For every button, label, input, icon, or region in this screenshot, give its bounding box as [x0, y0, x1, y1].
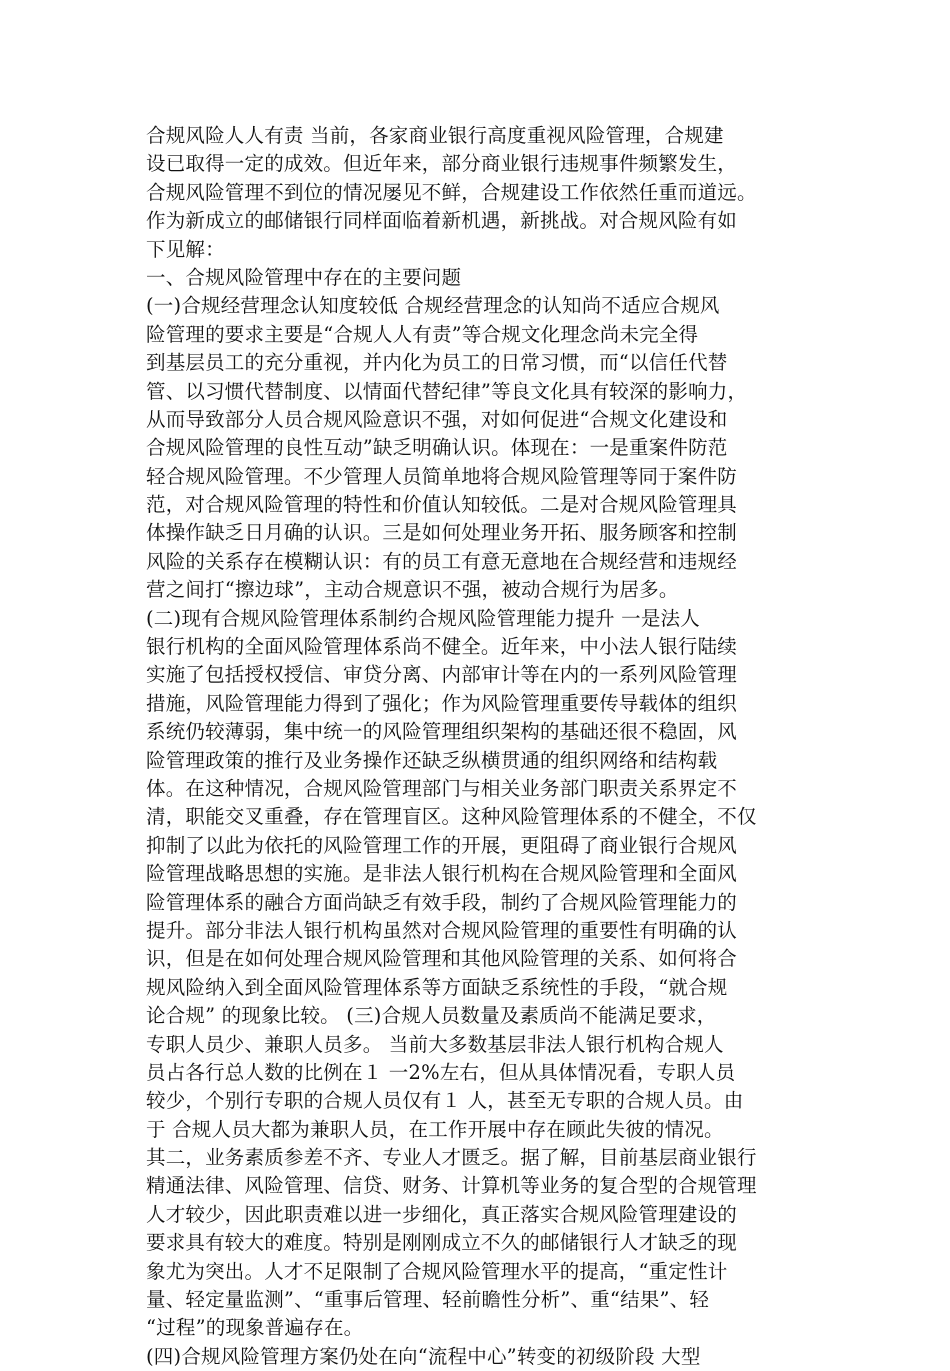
text-line: 到基层员工的充分重视，并内化为员工的日常习惯，而“以信任代替	[146, 351, 728, 375]
text-line: 人才较少，因此职责难以进一步细化，真正落实合规风险管理建设的	[146, 1202, 738, 1226]
text-line: 险管理的要求主要是“合规人人有责”等合规文化理念尚未完全得	[146, 322, 699, 346]
text-line: 措施，风险管理能力得到了强化；作为风险管理重要传导载体的组织	[146, 691, 738, 715]
text-line: 作为新成立的邮储银行同样面临着新机遇，新挑战。对合规风险有如	[146, 209, 738, 233]
text-line: 系统仍较薄弱，集中统一的风险管理组织架构的基础还很不稳固，风	[146, 720, 738, 744]
text-line: 体操作缺乏日月确的认识。三是如何处理业务开拓、服务顾客和控制	[146, 521, 738, 545]
text-line: 营之间打“擦边球”，主动合规意识不强，被动合规行为居多。	[146, 578, 679, 602]
text-line: 识，但是在如何处理合规风险管理和其他风险管理的关系、如何将合	[146, 947, 738, 971]
text-line: 险管理体系的融合方面尚缺乏有效手段，制约了合规风险管理能力的	[146, 890, 738, 914]
text-line: 险管理战略思想的实施。是非法人银行机构在合规风险管理和全面风	[146, 862, 738, 886]
text-line: 清，职能交叉重叠，存在管理盲区。这种风险管理体系的不健全，不仅	[146, 805, 757, 829]
text-line: 抑制了以此为依托的风险管理工作的开展，更阻碍了商业银行合规风	[146, 833, 738, 857]
text-line: 于 合规人员大都为兼职人员，在工作开展中存在顾此失彼的情况。	[146, 1117, 724, 1141]
text-line: 管、以习惯代替制度、以情面代替纪律”等良文化具有较深的影响力，	[146, 379, 748, 403]
text-line: 论合规” 的现象比较。 (三)合规人员数量及素质尚不能满足要求，	[146, 1004, 717, 1028]
text-line: 体。在这种情况，合规风险管理部门与相关业务部门职责关系界定不	[146, 776, 738, 800]
text-line: 轻合规风险管理。不少管理人员简单地将合规风险管理等同于案件防	[146, 464, 738, 488]
text-line: (二)现有合规风险管理体系制约合规风险管理能力提升 一是法人	[146, 606, 700, 630]
text-line: 提升。部分非法人银行机构虽然对合规风险管理的重要性有明确的认	[146, 918, 738, 942]
text-line: 合规风险人人有责 当前，各家商业银行高度重视风险管理，合规建	[146, 124, 724, 147]
text-line: 专职人员少、兼职人员多。 当前大多数基层非法人银行机构合规人	[146, 1032, 724, 1056]
text-line: 范，对合规风险管理的特性和价值认知较低。二是对合规风险管理具	[146, 493, 738, 517]
text-line: 设已取得一定的成效。但近年来，部分商业银行违规事件频繁发生，	[146, 152, 738, 176]
text-line: 员占各行总人数的比例在１ 一2%左右，但从具体情况看，专职人员	[146, 1060, 736, 1084]
text-line: 从而导致部分人员合规风险意识不强，对如何促进“合规文化建设和	[146, 407, 728, 431]
text-line: 风险的关系存在模糊认识：有的员工有意无意地在合规经营和违规经	[146, 549, 738, 573]
text-line: (一)合规经营理念认知度较低 合规经营理念的认知尚不适应合规风	[146, 294, 720, 318]
text-line: 实施了包括授权授信、审贷分离、内部审计等在内的一系列风险管理	[146, 663, 738, 687]
text-line: “过程”的现象普遍存在。	[146, 1316, 364, 1340]
text-line: (四)合规风险管理方案仍处在向“流程中心”转变的初级阶段 大型	[146, 1344, 701, 1368]
document-body	[146, 122, 806, 1371]
text-line: 下见解：	[146, 237, 225, 261]
text-line: 险管理政策的推行及业务操作还缺乏纵横贯通的组织网络和结构载	[146, 748, 718, 772]
text-line: 合规风险管理的良性互动”缺乏明确认识。体现在：一是重案件防范	[146, 436, 728, 460]
text-line: 其二，业务素质参差不齐、专业人才匮乏。据了解，目前基层商业银行	[146, 1146, 757, 1170]
text-line: 规风险纳入到全面风险管理体系等方面缺乏系统性的手段，“就合规	[146, 975, 728, 999]
text-line: 银行机构的全面风险管理体系尚不健全。近年来，中小法人银行陆续	[146, 635, 738, 659]
text-line: 较少，个别行专职的合规人员仅有１ 人，甚至无专职的合规人员。由	[146, 1089, 744, 1113]
text-line: 精通法律、风险管理、信贷、财务、计算机等业务的复合型的合规管理	[146, 1174, 757, 1198]
text-line: 象尤为突出。人才不足限制了合规风险管理水平的提高，“重定性计	[146, 1259, 728, 1283]
text-line: 合规风险管理不到位的情况屡见不鲜，合规建设工作依然任重而道远。	[146, 180, 757, 204]
text-line: 量、轻定量监测”、“重事后管理、轻前瞻性分析”、重“结果”、轻	[146, 1288, 710, 1312]
text-line: 要求具有较大的难度。特别是刚刚成立不久的邮储银行人才缺乏的现	[146, 1231, 738, 1255]
section-heading: 一、合规风险管理中存在的主要问题	[146, 265, 462, 289]
